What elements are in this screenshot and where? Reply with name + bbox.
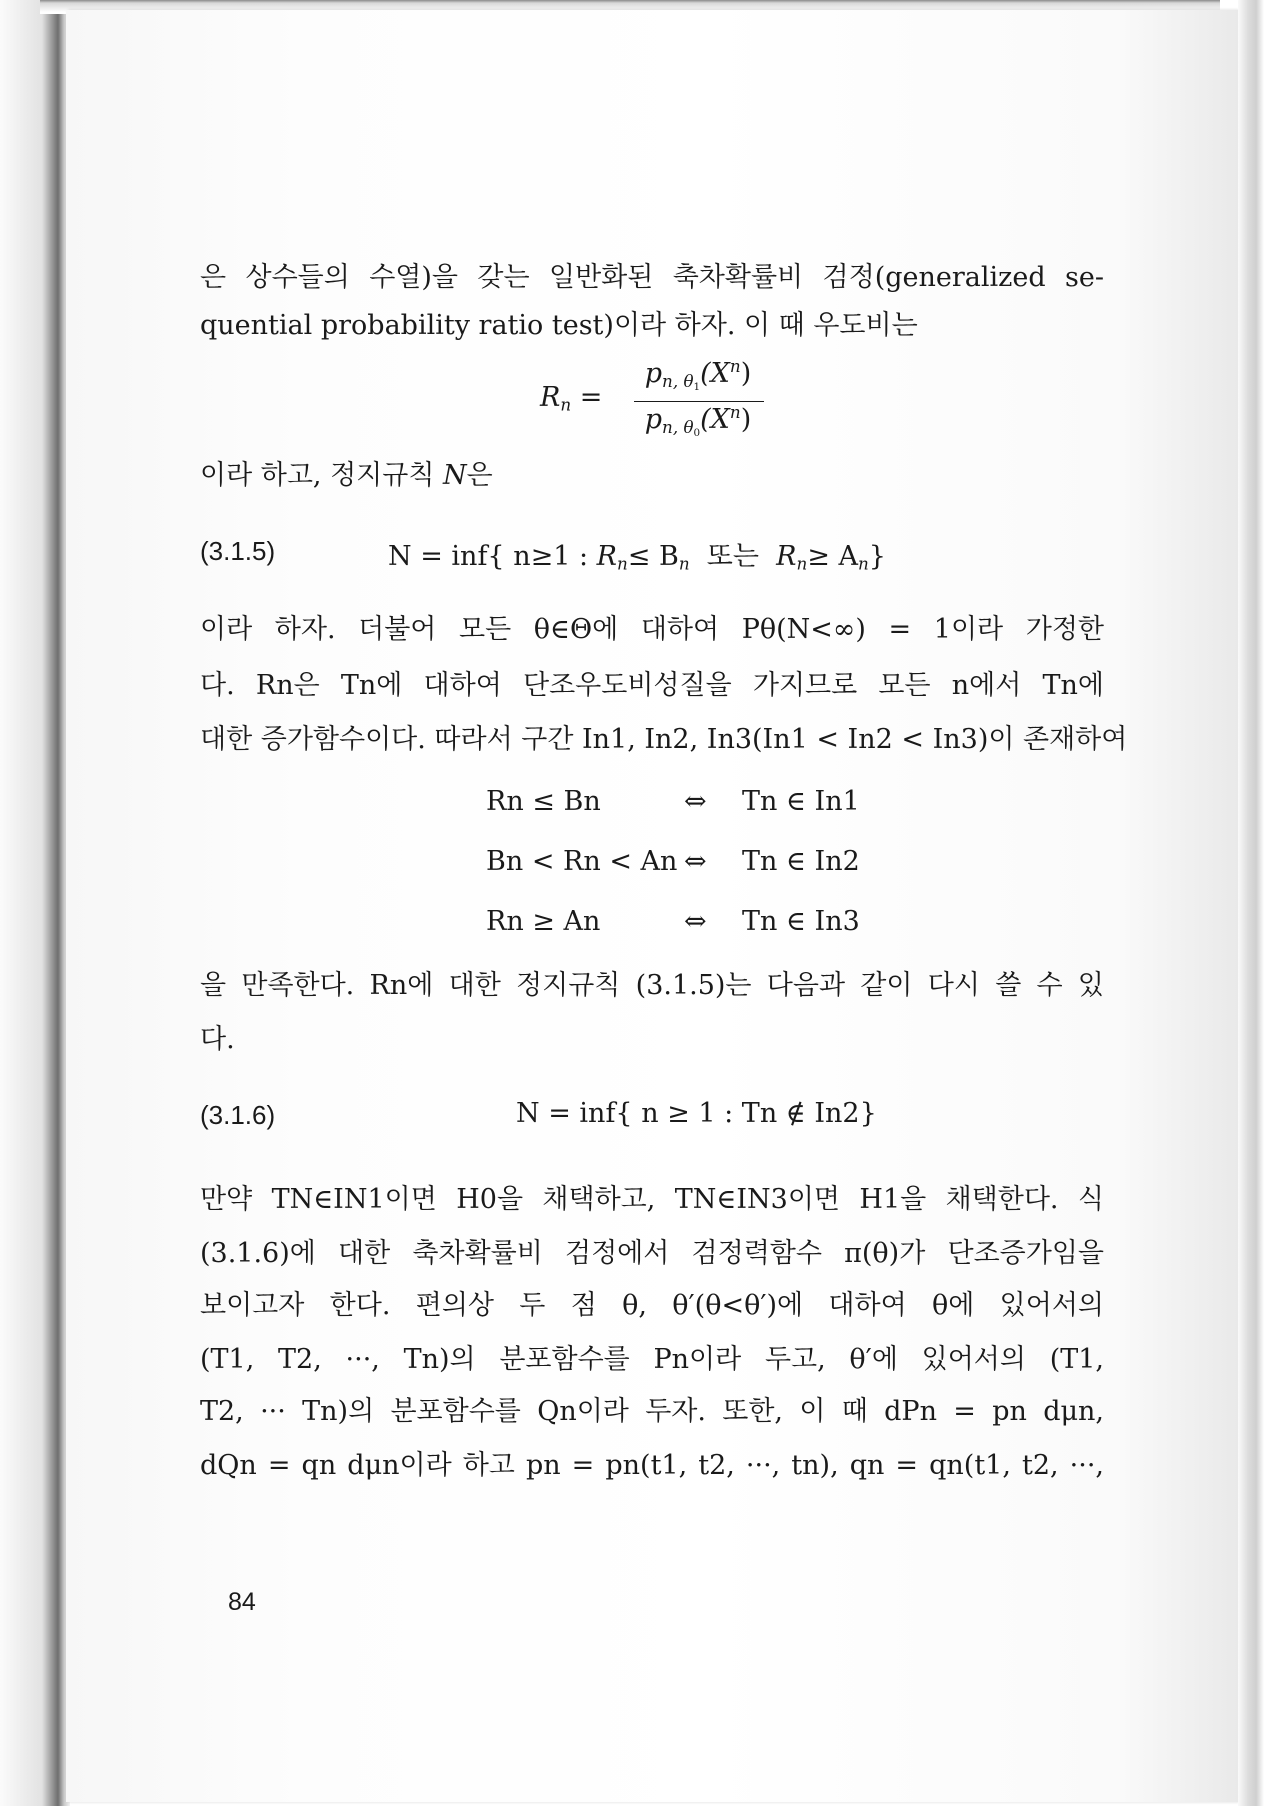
equiv-3-left: Rn ≥ An (486, 906, 601, 937)
equiv-1-arrow: ⇔ (684, 786, 707, 817)
paragraph4-line6: dQn = qn dμn이라 하고 pn = pn(t1, t2, ···, tn), qn = qn(t1, t2, ···, (200, 1450, 1104, 1481)
equiv-1-left: Rn ≤ Bn (486, 786, 601, 817)
equiv-3-arrow: ⇔ (684, 906, 707, 937)
page-right-edge (1238, 0, 1264, 1806)
eq-3-1-5: N = inf{ n≥1 : $R_n\le B_n$ 또는 $R_n\ge A_n$} (388, 541, 886, 574)
paragraph4-line4: (T1, T2, ···, Tn)의 분포함수를 Pn이라 두고, θ′에 있어서의 (T1, (200, 1344, 1104, 1375)
formula-numerator: $p_{n, \theta_1}(X^n)$ (644, 356, 752, 393)
eq-3-1-6: N = inf{ n ≥ 1 : Tn ∉ In2} (516, 1098, 877, 1129)
stop-rule-intro: 이라 하고, 정지규칙 N은 (200, 460, 493, 491)
paragraph3-line2: 다. (200, 1024, 235, 1055)
paragraph1-line2: quential probability ratio test)이라 하자. 이 때 우도비는 (200, 310, 918, 341)
equiv-1-right: Tn ∈ In1 (742, 786, 860, 817)
paragraph2-line2: 다. Rn은 Tn에 대하여 단조우도비성질을 가지므로 모든 n에서 Tn에 (200, 670, 1104, 701)
paragraph2-line3: 대한 증가함수이다. 따라서 구간 In1, In2, In3(In1 < In2 < In3)이 존재하여 (200, 724, 1128, 755)
equiv-2-left: Bn < Rn < An (486, 846, 678, 877)
eq-3-1-5-label: (3.1.5) (200, 536, 276, 566)
page-number: 84 (228, 1588, 256, 1616)
formula-lhs: $R_n$ = (540, 382, 603, 415)
paragraph2-line1: 이라 하자. 더불어 모든 θ∈Θ에 대하여 Pθ(N<∞) = 1이라 가정한 (200, 614, 1104, 645)
equiv-2-right: Tn ∈ In2 (742, 846, 860, 877)
equiv-2-arrow: ⇔ (684, 846, 707, 877)
paragraph1-line1: 은 상수들의 수열)을 갖는 일반화된 축차확률비 검정(generalized se- (200, 262, 1104, 293)
equiv-3-right: Tn ∈ In3 (742, 906, 860, 937)
paragraph4-line5: T2, ··· Tn)의 분포함수를 Qn이라 두자. 또한, 이 때 dPn = pn dμn, (200, 1396, 1104, 1427)
eq-3-1-6-label: (3.1.6) (200, 1100, 276, 1130)
fraction-bar (634, 401, 764, 402)
paragraph3-line1: 을 만족한다. Rn에 대한 정지규칙 (3.1.5)는 다음과 같이 다시 쓸 수 있 (200, 970, 1104, 1001)
paragraph4-line3: 보이고자 한다. 편의상 두 점 θ, θ′(θ<θ′)에 대하여 θ에 있어서의 (200, 1290, 1104, 1321)
paragraph4-line1: 만약 TN∈IN1이면 H0을 채택하고, TN∈IN3이면 H1을 채택한다. 식 (200, 1184, 1104, 1215)
book-spine-edge (0, 0, 70, 1806)
paragraph4-line2: (3.1.6)에 대한 축차확률비 검정에서 검정력함수 π(θ)가 단조증가임을 (200, 1238, 1104, 1269)
formula-denominator: $p_{n, \theta_0}(X^n)$ (644, 402, 752, 439)
